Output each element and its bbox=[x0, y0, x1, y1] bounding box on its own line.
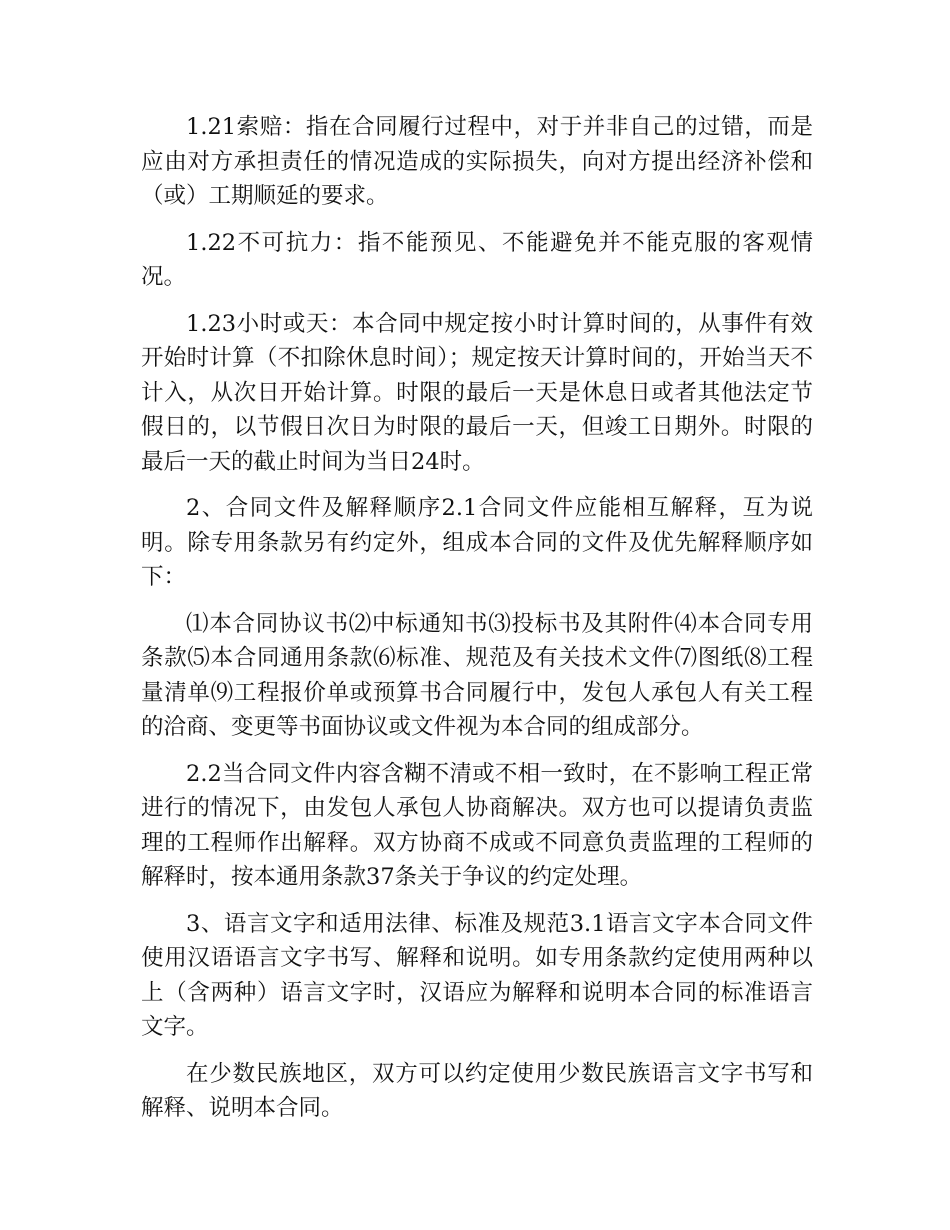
paragraph-1-23-hours-days: 1.23小时或天：本合同中规定按小时计算时间的，从事件有效开始时计算（不扣除休息时间）；规定按天计算时间的，开始当天不计入，从次日开始计算。时限的最后一天是休息日或者其他法定节假日的，以节假日次日为时限的最后一天，但竣工日期外。时限的最后一天的截止时间为当日24时。 bbox=[141, 310, 813, 475]
paragraph-2-2-ambiguity: 2.2当合同文件内容含糊不清或不相一致时，在不影响工程正常进行的情况下，由发包人承包人协商解决。双方也可以提请负责监理的工程师作出解释。双方协商不成或不同意负责监理的工程师的解释时，按本通用条款37条关于争议的约定处理。 bbox=[141, 760, 813, 890]
paragraph-2-contract-documents: 2、合同文件及解释顺序2.1合同文件应能相互解释，互为说明。除专用条款另有约定外，组成本合同的文件及优先解释顺序如下： bbox=[141, 495, 813, 590]
paragraph-document-order-list: ⑴本合同协议书⑵中标通知书⑶投标书及其附件⑷本合同专用条款⑸本合同通用条款⑹标准、规范及有关技术文件⑺图纸⑻工程量清单⑼工程报价单或预算书合同履行中，发包人承包人有关工程的洽商、变更等书面协议或文件视为本合同的组成部分。 bbox=[141, 610, 813, 740]
paragraph-minority-language: 在少数民族地区，双方可以约定使用少数民族语言文字书写和解释、说明本合同。 bbox=[141, 1060, 813, 1121]
paragraph-1-22-force-majeure: 1.22不可抗力：指不能预见、不能避免并不能克服的客观情况。 bbox=[141, 229, 813, 290]
document-body bbox=[141, 110, 813, 1138]
paragraph-1-21-claim: 1.21索赔：指在合同履行过程中，对于并非自己的过错，而是应由对方承担责任的情况造成的实际损失，向对方提出经济补偿和（或）工期顺延的要求。 bbox=[141, 114, 813, 209]
paragraph-3-language-law: 3、语言文字和适用法律、标准及规范3.1语言文字本合同文件使用汉语语言文字书写、解释和说明。如专用条款约定使用两种以上（含两种）语言文字时，汉语应为解释和说明本合同的标准语言文字。 bbox=[141, 910, 813, 1040]
